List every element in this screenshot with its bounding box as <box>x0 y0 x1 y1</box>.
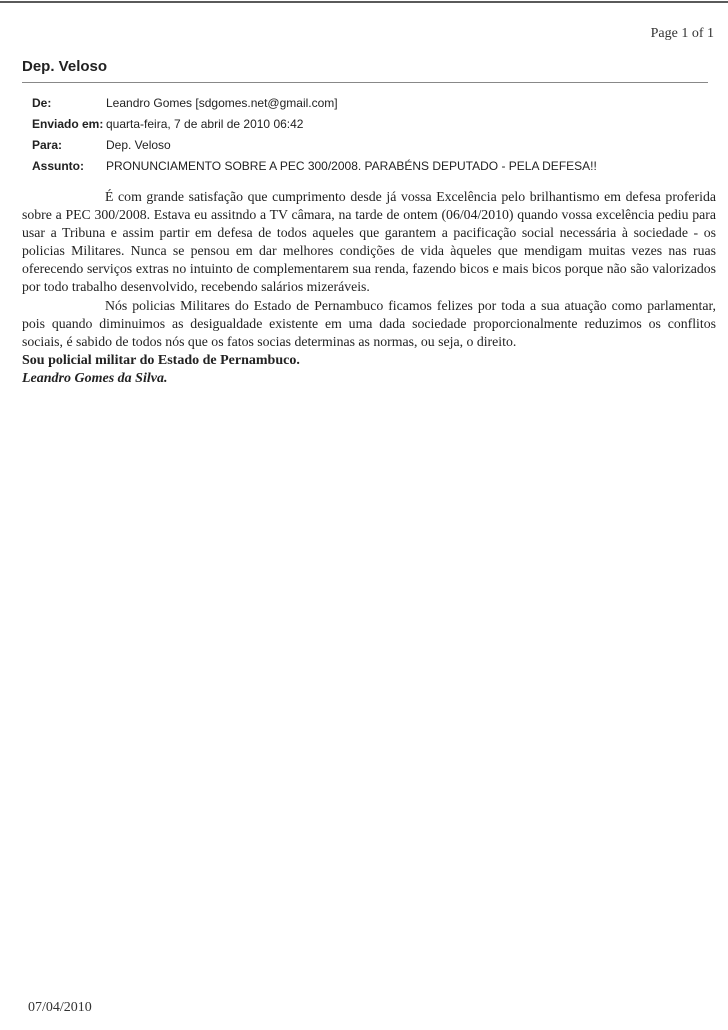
from-label: De: <box>32 96 52 110</box>
body-paragraph: Nós policias Militares do Estado de Pernambuco ficamos felizes por toda a sua atuação como parlamentar, pois quando diminuimos as desigualdade existente em uma dada sociedade proporcionalmente reduzimos os conflitos sociais, é sabido de todos nós que os fatos socias determinas as normas, ou seja, o direito. <box>22 297 716 349</box>
from-value: Leandro Gomes [sdgomes.net@gmail.com] <box>106 96 338 110</box>
signature <box>22 352 300 388</box>
sender-title: Dep. Veloso <box>22 58 108 75</box>
footer-date: 07/04/2010 <box>28 1000 92 1015</box>
header-divider <box>22 82 708 83</box>
body-paragraph: É com grande satisfação que cumprimento desde já vossa Excelência pelo brilhantismo em defesa proferida sobre a PEC 300/2008. Estava eu assitndo a TV câmara, na tarde de ontem (06/04/2010) quando vossa excelência pediu para usar a Tribuna e assim partir em defesa de todos aqueles que garantem a pacificação social necessária à sociedade - os policias Militares. Nunca se pensou em dar melhores condições de vida àqueles que mendigam muitas vezes nas ruas oferecendo serviços extras no intuinto de complementarem sua renda, fazendo bicos e mais bicos porque não são valorizados por todo trabalho desenvolvido, recebendo salários mizeráveis. <box>22 189 716 295</box>
to-value: Dep. Veloso <box>106 138 171 152</box>
to-label: Para: <box>32 138 63 152</box>
subject-label: Assunto: <box>32 159 84 173</box>
page-number: Page 1 of 1 <box>650 26 714 41</box>
subject-value: PRONUNCIAMENTO SOBRE A PEC 300/2008. PARABÉNS DEPUTADO - PELA DEFESA!! <box>106 159 597 173</box>
sent-value: quarta-feira, 7 de abril de 2010 06:42 <box>106 117 304 131</box>
top-border-line <box>0 1 728 3</box>
sent-label: Enviado em: <box>32 117 104 131</box>
email-body <box>22 188 716 351</box>
signature-line: Sou policial militar do Estado de Pernambuco. <box>22 353 300 368</box>
signature-name: Leandro Gomes da Silva. <box>22 371 168 386</box>
